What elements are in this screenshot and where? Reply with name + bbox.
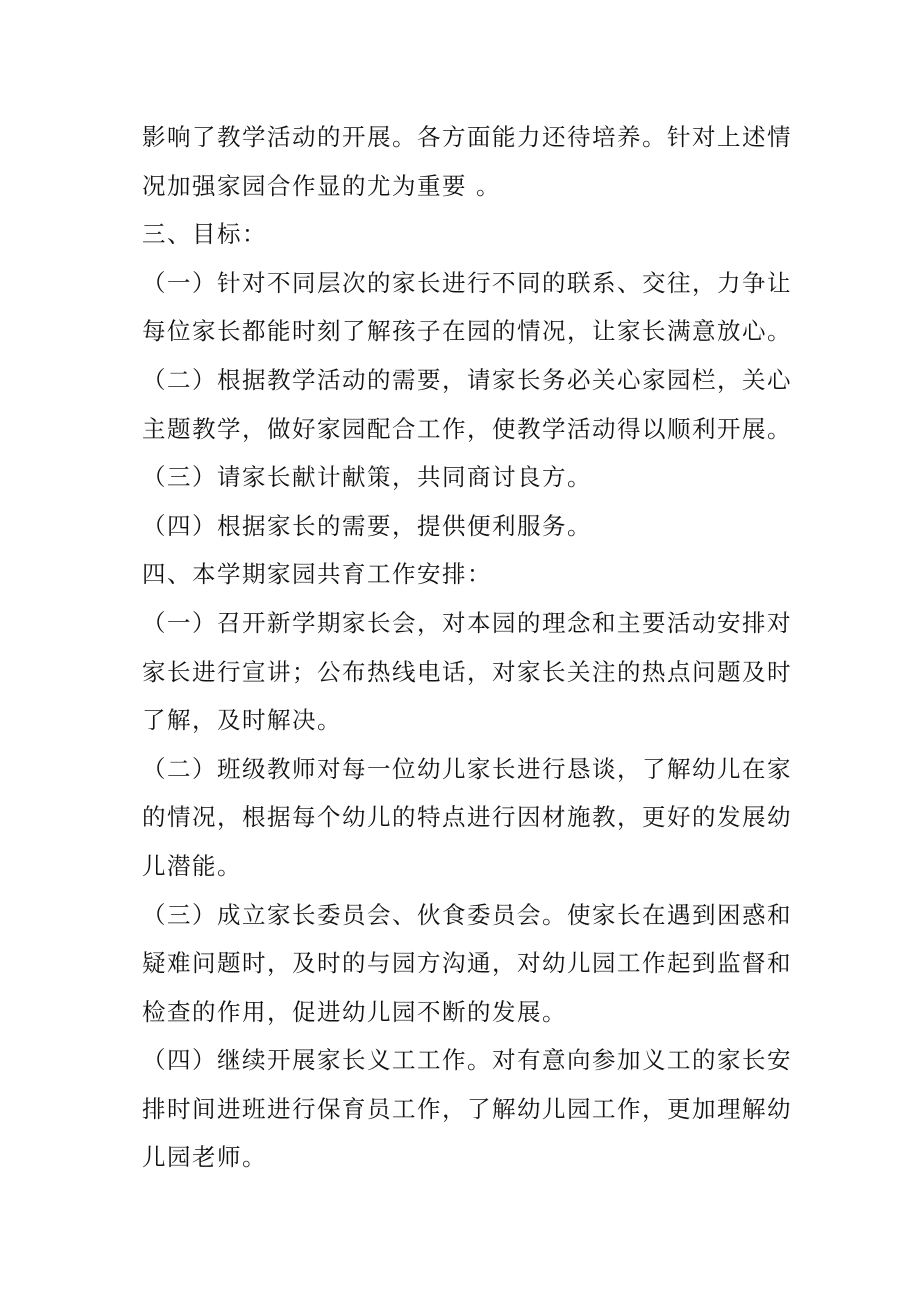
section-heading: 三、目标： xyxy=(142,220,267,249)
document-body xyxy=(142,113,792,1182)
text-line: （一）召开新学期家长会，对本园的理念和主要活动安排对 xyxy=(142,608,792,637)
text-line: 主题教学，做好家园配合工作，使教学活动得以顺利开展。 xyxy=(142,414,792,443)
text-line: 每位家长都能时刻了解孩子在园的情况，让家长满意放心。 xyxy=(142,317,792,346)
text-line: （二）根据教学活动的需要，请家长务必关心家园栏，关心 xyxy=(142,365,792,394)
text-line: 影响了教学活动的开展。各方面能力还待培养。针对上述情 xyxy=(142,123,792,151)
text-line: （四）根据家长的需要，提供便利服务。 xyxy=(142,511,592,540)
text-line: 况加强家园合作显的尤为重要 。 xyxy=(142,171,501,200)
text-line: （三）请家长献计献策，共同商讨良方。 xyxy=(142,463,592,492)
section-heading: 四、本学期家园共育工作安排： xyxy=(142,560,492,589)
text-line: 疑难问题时，及时的与园方沟通，对幼儿园工作起到监督和 xyxy=(142,949,792,978)
text-line: （一）针对不同层次的家长进行不同的联系、交往，力争让 xyxy=(142,268,792,297)
text-line: （二）班级教师对每一位幼儿家长进行恳谈，了解幼儿在家 xyxy=(142,754,792,783)
text-line: 儿潜能。 xyxy=(142,851,242,880)
text-line: 儿园老师。 xyxy=(142,1143,267,1172)
text-line: 检查的作用，促进幼儿园不断的发展。 xyxy=(142,997,567,1026)
text-line: （三）成立家长委员会、伙食委员会。使家长在遇到困惑和 xyxy=(142,900,792,929)
text-line: （四）继续开展家长义工工作。对有意向参加义工的家长安 xyxy=(142,1046,792,1075)
text-line: 的情况，根据每个幼儿的特点进行因材施教，更好的发展幼 xyxy=(142,803,792,832)
text-line: 了解，及时解决。 xyxy=(142,706,342,735)
text-line: 家长进行宣讲；公布热线电话，对家长关注的热点问题及时 xyxy=(142,657,792,686)
text-line: 排时间进班进行保育员工作，了解幼儿园工作，更加理解幼 xyxy=(142,1094,792,1123)
